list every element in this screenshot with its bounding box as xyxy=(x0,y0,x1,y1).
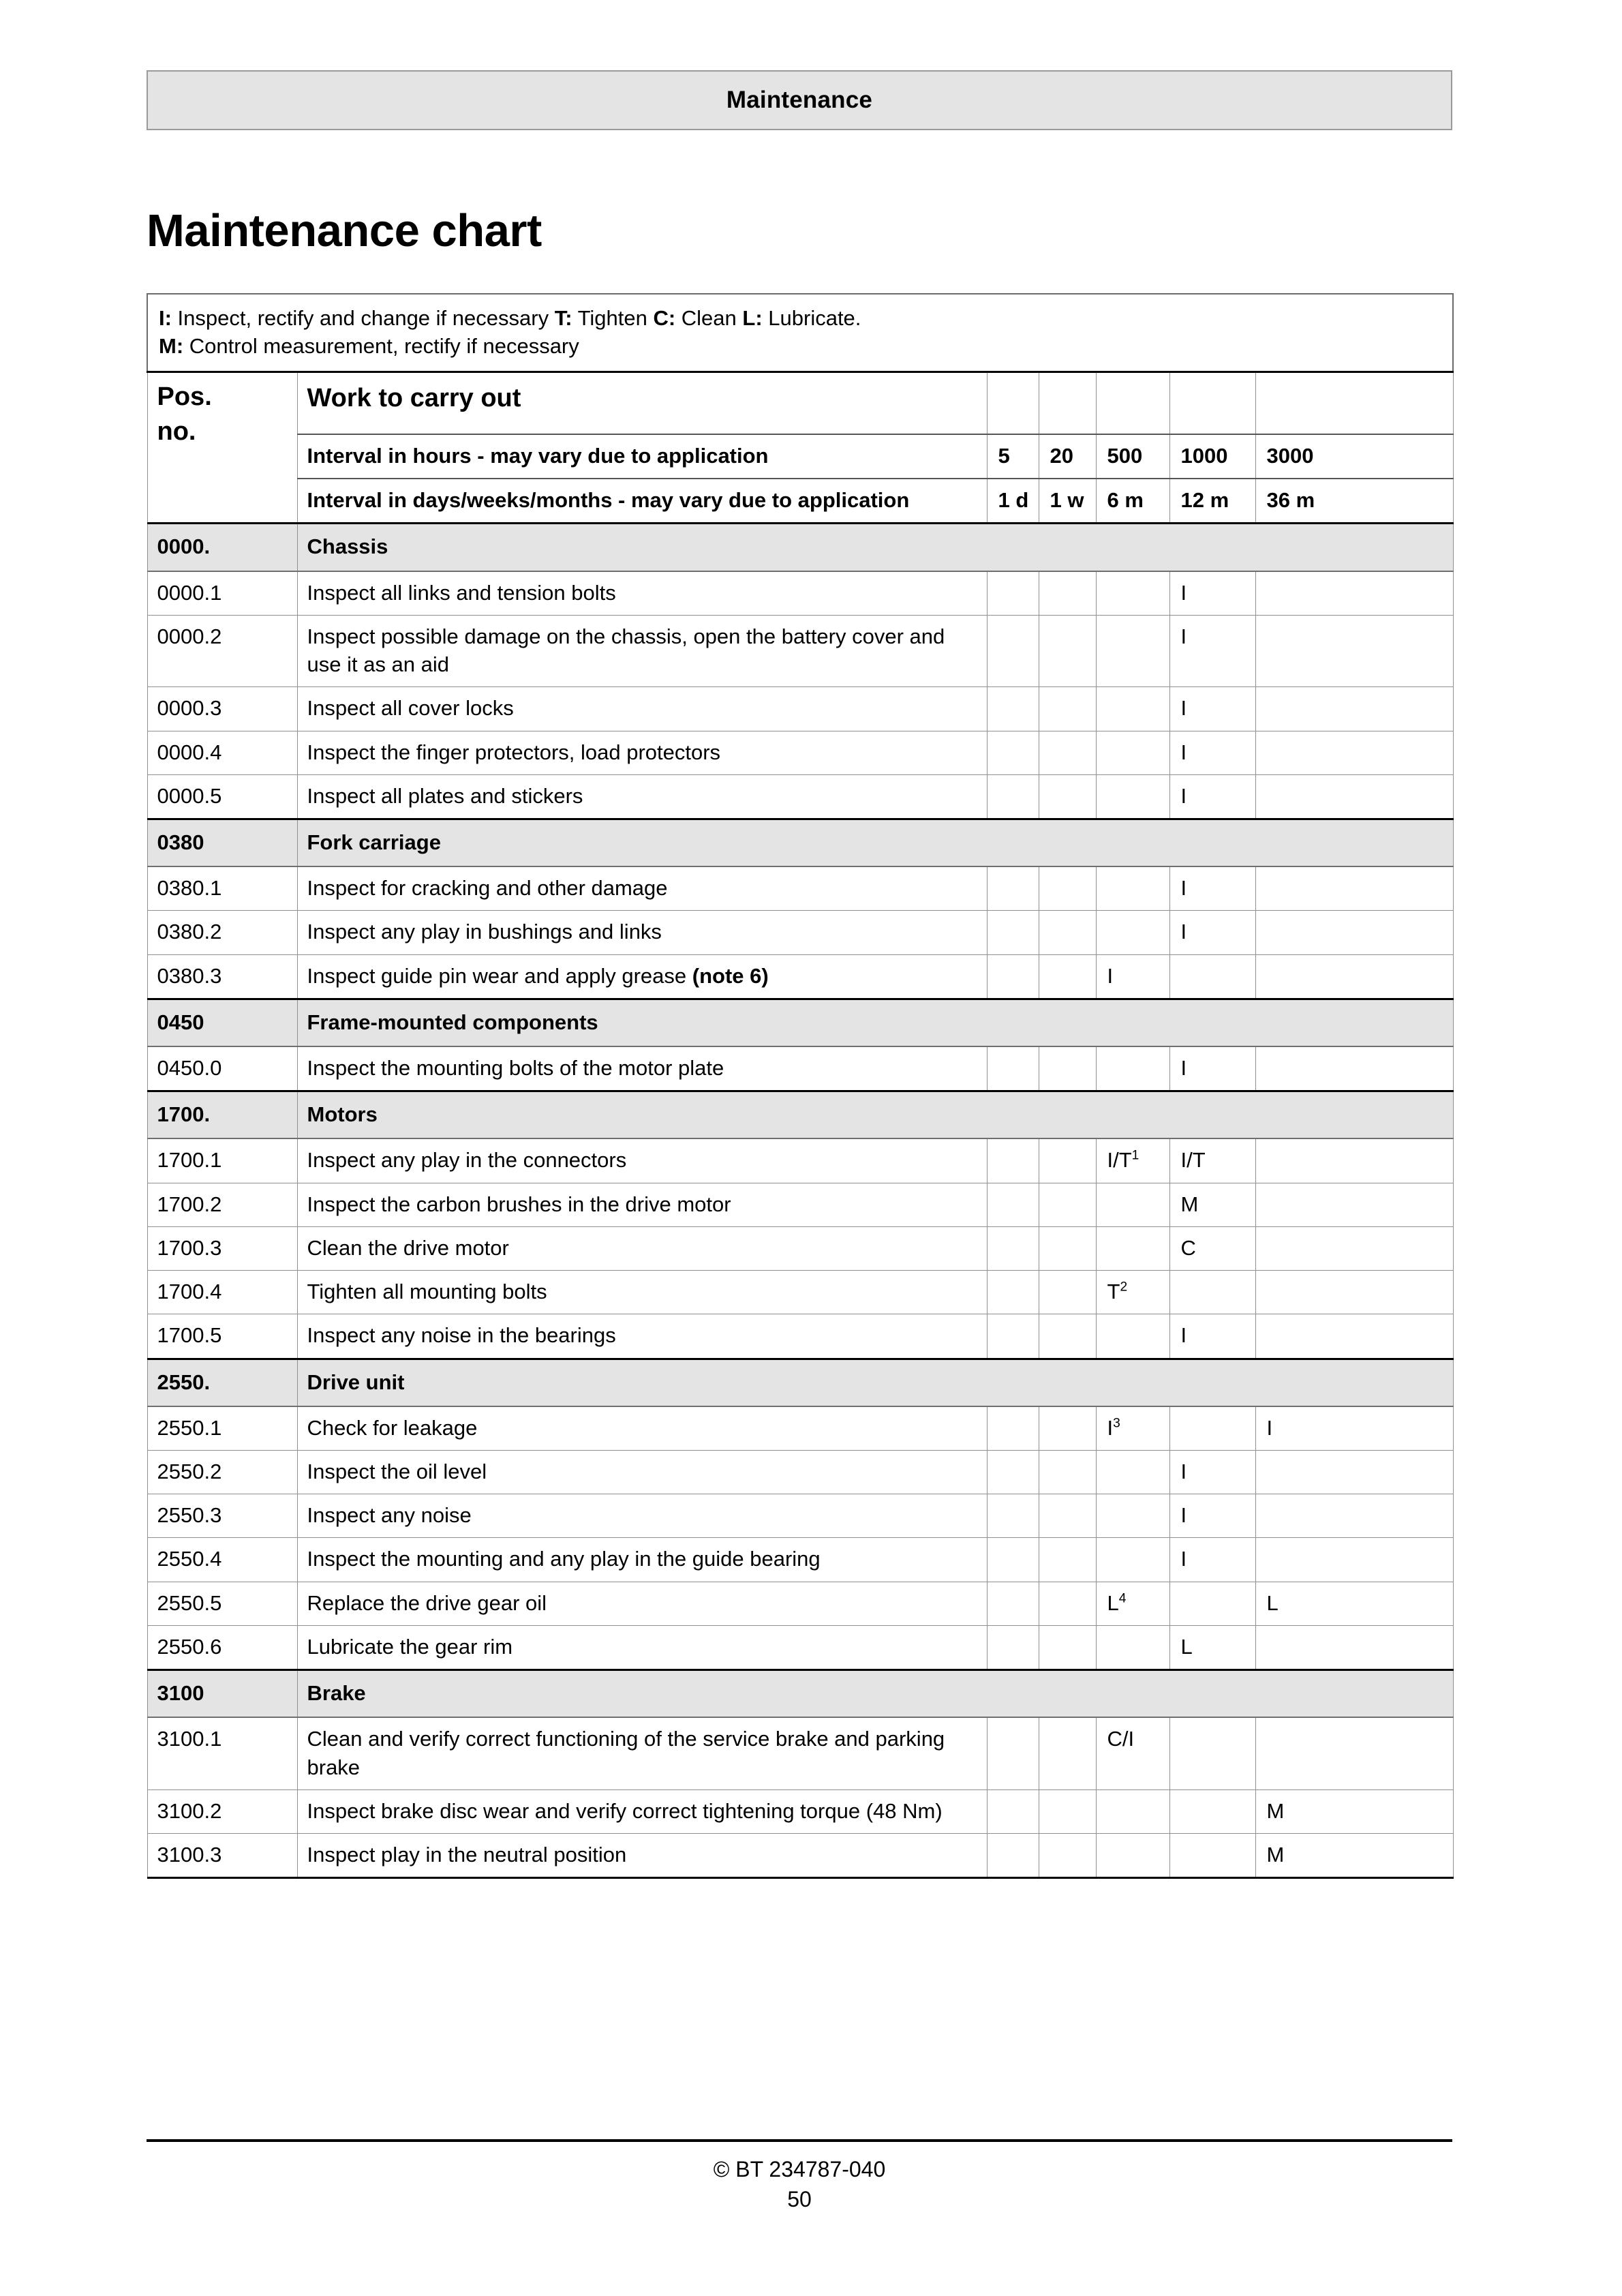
row-pos-no: 1700.2 xyxy=(147,1183,297,1226)
row-pos-no: 0450.0 xyxy=(147,1046,297,1091)
row-work-description: Tighten all mounting bolts xyxy=(297,1271,987,1314)
row-interval-mark-5 xyxy=(1255,687,1453,731)
row-work-description: Inspect the mounting bolts of the motor plate xyxy=(297,1046,987,1091)
row-interval-mark-3 xyxy=(1096,731,1169,774)
row-interval-mark-2 xyxy=(1039,1451,1096,1494)
running-header-title: Maintenance xyxy=(726,87,873,113)
legend-cell: I: Inspect, rectify and change if necessary T: Tighten C: Clean L: Lubricate. M: Control measurement, rectify if necessary xyxy=(147,294,1453,372)
row-interval-mark-4: I xyxy=(1169,1538,1255,1582)
row-interval-mark-5 xyxy=(1255,1538,1453,1582)
row-interval-mark-1 xyxy=(987,1451,1039,1494)
row-interval-mark-4: M xyxy=(1169,1183,1255,1226)
row-interval-mark-1 xyxy=(987,1717,1039,1789)
row-pos-no: 0000.1 xyxy=(147,571,297,616)
maintenance-chart-table-wrap xyxy=(147,293,1452,1879)
row-interval-mark-2 xyxy=(1039,1494,1096,1538)
row-interval-mark-2 xyxy=(1039,1226,1096,1270)
row-interval-mark-4: I xyxy=(1169,687,1255,731)
row-work-description: Inspect any play in bushings and links xyxy=(297,911,987,954)
row-pos-no: 0000.5 xyxy=(147,774,297,819)
section-header-row xyxy=(147,819,1453,866)
maintenance-chart-table xyxy=(147,293,1454,1879)
row-interval-mark-2 xyxy=(1039,571,1096,616)
row-interval-mark-1 xyxy=(987,1833,1039,1877)
section-title: Fork carriage xyxy=(297,819,1453,866)
row-interval-mark-4 xyxy=(1169,1789,1255,1833)
section-pos: 2550. xyxy=(147,1359,297,1406)
row-pos-no: 1700.3 xyxy=(147,1226,297,1270)
row-interval-mark-4 xyxy=(1169,954,1255,999)
interval-hours-label: Interval in hours - may vary due to application xyxy=(297,434,987,479)
row-work-description: Inspect play in the neutral position xyxy=(297,1833,987,1877)
row-pos-no: 3100.1 xyxy=(147,1717,297,1789)
interval-days-label: Interval in days/weeks/months - may vary due to application xyxy=(297,479,987,524)
table-row xyxy=(147,1314,1453,1359)
row-work-description: Inspect all plates and stickers xyxy=(297,774,987,819)
interval-hours-4: 1000 xyxy=(1169,434,1255,479)
footer-page-number: 50 xyxy=(787,2187,812,2211)
row-interval-mark-5 xyxy=(1255,1138,1453,1183)
row-interval-mark-2 xyxy=(1039,1789,1096,1833)
row-interval-mark-3 xyxy=(1096,1046,1169,1091)
row-work-description: Inspect possible damage on the chassis, open the battery cover and use it as an aid xyxy=(297,615,987,686)
row-work-description: Inspect any noise in the bearings xyxy=(297,1314,987,1359)
row-interval-mark-2 xyxy=(1039,774,1096,819)
row-interval-mark-4: I xyxy=(1169,911,1255,954)
row-interval-mark-2 xyxy=(1039,1625,1096,1670)
row-interval-mark-3 xyxy=(1096,571,1169,616)
row-interval-mark-5 xyxy=(1255,774,1453,819)
row-interval-mark-5 xyxy=(1255,1314,1453,1359)
table-row xyxy=(147,954,1453,999)
row-interval-mark-1 xyxy=(987,1494,1039,1538)
table-row xyxy=(147,687,1453,731)
row-interval-mark-3: $L^4$ xyxy=(1096,1582,1169,1625)
row-interval-mark-1 xyxy=(987,866,1039,911)
maintenance-table-body xyxy=(147,294,1453,1878)
section-header-row xyxy=(147,1091,1453,1139)
row-interval-mark-4: I xyxy=(1169,731,1255,774)
row-interval-mark-2 xyxy=(1039,1271,1096,1314)
row-interval-mark-2 xyxy=(1039,1046,1096,1091)
row-interval-mark-2 xyxy=(1039,911,1096,954)
row-interval-mark-5: I xyxy=(1255,1406,1453,1451)
row-interval-mark-3 xyxy=(1096,1833,1169,1877)
row-interval-mark-2 xyxy=(1039,1183,1096,1226)
section-pos: 0000. xyxy=(147,524,297,571)
row-interval-mark-1 xyxy=(987,1538,1039,1582)
footer-divider xyxy=(147,2139,1452,2142)
row-interval-mark-4 xyxy=(1169,1406,1255,1451)
row-interval-mark-1 xyxy=(987,954,1039,999)
row-interval-mark-4: I xyxy=(1169,774,1255,819)
table-row xyxy=(147,1494,1453,1538)
row-pos-no: 1700.1 xyxy=(147,1138,297,1183)
row-work-description: Inspect any play in the connectors xyxy=(297,1138,987,1183)
section-header-row xyxy=(147,524,1453,571)
row-work-description: Inspect all links and tension bolts xyxy=(297,571,987,616)
row-interval-mark-3: C/I xyxy=(1096,1717,1169,1789)
row-interval-mark-1 xyxy=(987,731,1039,774)
row-interval-mark-5 xyxy=(1255,1625,1453,1670)
row-interval-mark-4: I xyxy=(1169,615,1255,686)
row-interval-mark-4: L xyxy=(1169,1625,1255,1670)
row-interval-mark-1 xyxy=(987,1789,1039,1833)
section-pos: 1700. xyxy=(147,1091,297,1139)
row-interval-mark-1 xyxy=(987,1183,1039,1226)
table-row xyxy=(147,731,1453,774)
column-header-spacer-2 xyxy=(1039,372,1096,434)
page-title: Maintenance chart xyxy=(147,205,542,256)
table-header-work-row xyxy=(147,372,1453,434)
interval-hours-3: 500 xyxy=(1096,434,1169,479)
interval-hours-5: 3000 xyxy=(1255,434,1453,479)
row-interval-mark-3 xyxy=(1096,866,1169,911)
row-interval-mark-4 xyxy=(1169,1833,1255,1877)
row-interval-mark-2 xyxy=(1039,1833,1096,1877)
column-header-spacer-4 xyxy=(1169,372,1255,434)
section-header-row xyxy=(147,1670,1453,1718)
row-interval-mark-3 xyxy=(1096,1625,1169,1670)
row-interval-mark-2 xyxy=(1039,1717,1096,1789)
row-interval-mark-1 xyxy=(987,911,1039,954)
table-row xyxy=(147,1046,1453,1091)
footer-copyright: © BT 234787-040 xyxy=(713,2157,886,2181)
row-interval-mark-4: I xyxy=(1169,1494,1255,1538)
row-work-description: Inspect the carbon brushes in the drive motor xyxy=(297,1183,987,1226)
row-interval-mark-2 xyxy=(1039,1314,1096,1359)
row-interval-mark-5 xyxy=(1255,615,1453,686)
row-pos-no: 2550.6 xyxy=(147,1625,297,1670)
table-row xyxy=(147,1717,1453,1789)
legend-row xyxy=(147,294,1453,372)
row-interval-mark-5: L xyxy=(1255,1582,1453,1625)
row-interval-mark-3: $I/T^1$ xyxy=(1096,1138,1169,1183)
row-interval-mark-1 xyxy=(987,1314,1039,1359)
interval-days-1: 1 d xyxy=(987,479,1039,524)
row-interval-mark-3 xyxy=(1096,911,1169,954)
row-interval-mark-3 xyxy=(1096,1789,1169,1833)
row-pos-no: 2550.1 xyxy=(147,1406,297,1451)
interval-days-2: 1 w xyxy=(1039,479,1096,524)
row-interval-mark-3 xyxy=(1096,1226,1169,1270)
row-interval-mark-5 xyxy=(1255,1271,1453,1314)
row-interval-mark-4: C xyxy=(1169,1226,1255,1270)
row-interval-mark-5: M xyxy=(1255,1789,1453,1833)
row-interval-mark-3 xyxy=(1096,1314,1169,1359)
section-title: Drive unit xyxy=(297,1359,1453,1406)
row-interval-mark-2 xyxy=(1039,954,1096,999)
row-interval-mark-5 xyxy=(1255,1717,1453,1789)
row-interval-mark-4: I xyxy=(1169,571,1255,616)
row-pos-no: 0000.2 xyxy=(147,615,297,686)
section-title: Brake xyxy=(297,1670,1453,1718)
table-row xyxy=(147,1183,1453,1226)
row-interval-mark-5 xyxy=(1255,1451,1453,1494)
row-interval-mark-5 xyxy=(1255,571,1453,616)
section-header-row xyxy=(147,999,1453,1046)
row-interval-mark-2 xyxy=(1039,687,1096,731)
row-interval-mark-5 xyxy=(1255,1494,1453,1538)
row-interval-mark-1 xyxy=(987,1046,1039,1091)
table-row xyxy=(147,615,1453,686)
row-interval-mark-5 xyxy=(1255,866,1453,911)
row-interval-mark-5 xyxy=(1255,1183,1453,1226)
row-interval-mark-1 xyxy=(987,1138,1039,1183)
row-interval-mark-4 xyxy=(1169,1271,1255,1314)
table-row xyxy=(147,571,1453,616)
row-interval-mark-4: I/T xyxy=(1169,1138,1255,1183)
column-header-work: Work to carry out xyxy=(297,372,987,434)
row-interval-mark-3 xyxy=(1096,1538,1169,1582)
interval-days-3: 6 m xyxy=(1096,479,1169,524)
row-interval-mark-3 xyxy=(1096,774,1169,819)
row-interval-mark-3: $I^3$ xyxy=(1096,1406,1169,1451)
row-interval-mark-3 xyxy=(1096,687,1169,731)
row-interval-mark-2 xyxy=(1039,866,1096,911)
row-work-description: Clean the drive motor xyxy=(297,1226,987,1270)
table-row xyxy=(147,1271,1453,1314)
section-title: Chassis xyxy=(297,524,1453,571)
row-interval-mark-3 xyxy=(1096,1494,1169,1538)
row-pos-no: 2550.4 xyxy=(147,1538,297,1582)
row-interval-mark-3 xyxy=(1096,1183,1169,1226)
interval-days-5: 36 m xyxy=(1255,479,1453,524)
row-interval-mark-2 xyxy=(1039,731,1096,774)
table-header-days-row xyxy=(147,479,1453,524)
row-interval-mark-4 xyxy=(1169,1582,1255,1625)
row-work-description: Check for leakage xyxy=(297,1406,987,1451)
interval-days-4: 12 m xyxy=(1169,479,1255,524)
row-work-description: Inspect the mounting and any play in the guide bearing xyxy=(297,1538,987,1582)
row-work-description: Inspect any noise xyxy=(297,1494,987,1538)
section-title: Frame-mounted components xyxy=(297,999,1453,1046)
row-pos-no: 0380.1 xyxy=(147,866,297,911)
row-pos-no: 0000.4 xyxy=(147,731,297,774)
row-interval-mark-4: I xyxy=(1169,866,1255,911)
row-interval-mark-1 xyxy=(987,1226,1039,1270)
table-header-hours-row xyxy=(147,434,1453,479)
row-interval-mark-5 xyxy=(1255,1226,1453,1270)
row-interval-mark-3: $T^2$ xyxy=(1096,1271,1169,1314)
row-work-description: Inspect for cracking and other damage xyxy=(297,866,987,911)
row-pos-no: 3100.3 xyxy=(147,1833,297,1877)
row-work-description: Inspect guide pin wear and apply grease (note 6) xyxy=(297,954,987,999)
row-interval-mark-3: I xyxy=(1096,954,1169,999)
row-pos-no: 0380.2 xyxy=(147,911,297,954)
row-pos-no: 2550.3 xyxy=(147,1494,297,1538)
row-interval-mark-2 xyxy=(1039,1582,1096,1625)
table-row xyxy=(147,774,1453,819)
table-row xyxy=(147,1582,1453,1625)
section-pos: 0450 xyxy=(147,999,297,1046)
table-row xyxy=(147,1538,1453,1582)
row-interval-mark-1 xyxy=(987,1582,1039,1625)
row-pos-no: 2550.5 xyxy=(147,1582,297,1625)
row-interval-mark-5 xyxy=(1255,1046,1453,1091)
column-header-spacer-3 xyxy=(1096,372,1169,434)
table-row xyxy=(147,1789,1453,1833)
table-row xyxy=(147,1451,1453,1494)
row-interval-mark-1 xyxy=(987,1406,1039,1451)
row-pos-no: 1700.5 xyxy=(147,1314,297,1359)
column-header-spacer-5 xyxy=(1255,372,1453,434)
interval-hours-2: 20 xyxy=(1039,434,1096,479)
row-interval-mark-5 xyxy=(1255,954,1453,999)
row-work-description: Replace the drive gear oil xyxy=(297,1582,987,1625)
row-work-description: Inspect the oil level xyxy=(297,1451,987,1494)
row-interval-mark-2 xyxy=(1039,615,1096,686)
row-interval-mark-4: I xyxy=(1169,1314,1255,1359)
section-header-row xyxy=(147,1359,1453,1406)
row-work-description: Clean and verify correct functioning of the service brake and parking brake xyxy=(297,1717,987,1789)
row-interval-mark-1 xyxy=(987,687,1039,731)
row-work-description: Inspect all cover locks xyxy=(297,687,987,731)
row-work-description: Inspect the finger protectors, load protectors xyxy=(297,731,987,774)
row-interval-mark-1 xyxy=(987,1625,1039,1670)
section-title: Motors xyxy=(297,1091,1453,1139)
row-interval-mark-2 xyxy=(1039,1538,1096,1582)
row-interval-mark-1 xyxy=(987,615,1039,686)
table-row xyxy=(147,866,1453,911)
row-pos-no: 0000.3 xyxy=(147,687,297,731)
row-pos-no: 1700.4 xyxy=(147,1271,297,1314)
row-interval-mark-3 xyxy=(1096,1451,1169,1494)
row-interval-mark-4: I xyxy=(1169,1451,1255,1494)
section-pos: 0380 xyxy=(147,819,297,866)
row-interval-mark-2 xyxy=(1039,1406,1096,1451)
column-header-spacer-1 xyxy=(987,372,1039,434)
row-interval-mark-5 xyxy=(1255,911,1453,954)
table-row xyxy=(147,1226,1453,1270)
row-interval-mark-1 xyxy=(987,1271,1039,1314)
row-interval-mark-5 xyxy=(1255,731,1453,774)
row-interval-mark-5: M xyxy=(1255,1833,1453,1877)
row-work-description: Lubricate the gear rim xyxy=(297,1625,987,1670)
interval-hours-1: 5 xyxy=(987,434,1039,479)
table-row xyxy=(147,1625,1453,1670)
row-interval-mark-2 xyxy=(1039,1138,1096,1183)
table-row xyxy=(147,1138,1453,1183)
table-row xyxy=(147,1406,1453,1451)
row-work-description: Inspect brake disc wear and verify correct tightening torque (48 Nm) xyxy=(297,1789,987,1833)
table-row xyxy=(147,911,1453,954)
row-interval-mark-1 xyxy=(987,774,1039,819)
row-pos-no: 0380.3 xyxy=(147,954,297,999)
row-interval-mark-4: I xyxy=(1169,1046,1255,1091)
column-header-pos-no: Pos. no. xyxy=(147,372,297,524)
row-pos-no: 3100.2 xyxy=(147,1789,297,1833)
row-interval-mark-4 xyxy=(1169,1717,1255,1789)
row-interval-mark-1 xyxy=(987,571,1039,616)
row-pos-no: 2550.2 xyxy=(147,1451,297,1494)
row-interval-mark-3 xyxy=(1096,615,1169,686)
running-header xyxy=(147,70,1452,130)
table-row xyxy=(147,1833,1453,1877)
section-pos: 3100 xyxy=(147,1670,297,1718)
